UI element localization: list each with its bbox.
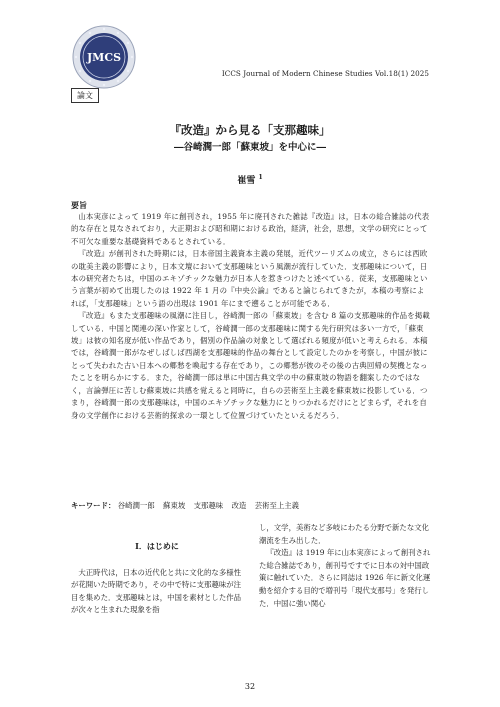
paper-title: 『改造』から見る「支那趣味」: [169, 123, 331, 137]
section-heading: Ⅰ．はじめに: [135, 541, 179, 551]
abstract-heading: 要旨: [71, 200, 87, 210]
keyword: 芸術至上主義: [254, 501, 300, 510]
author-line: [0, 172, 500, 187]
body-paragraph: 『改造』は 1919 年に山本実彦によって創刊された総合雑誌であり，創刊号ですでに日本の対中国政策に触れていた．さらに同誌は 1926 年に新文化運動を紹介する目的で増刊号「現代支那号」を発行した．中国に強い関心: [259, 548, 431, 608]
body-column-right: [259, 522, 431, 610]
abstract-paragraph: 山本実彦によって 1919 年に創刊され，1955 年に廃刊された雑誌『改造』は，日本の総合雑誌の代表的な存在と見なされており，大正期および昭和期における政治，経済，社会，思想，文学の研究にとって不可欠な重要な基礎資料であるとされている．: [71, 212, 430, 246]
article-type-label: 論文: [71, 88, 99, 103]
keyword: 谷崎潤一郎: [117, 501, 155, 510]
keyword: 蘇東坡: [163, 501, 186, 510]
author-name: 崔雪: [237, 176, 256, 186]
journal-header: ICCS Journal of Modern Chinese Studies Vol.18(1) 2025: [221, 69, 429, 78]
body-column-left: [71, 540, 243, 617]
keywords-line: [71, 500, 431, 511]
abstract-paragraph: 『改造』が創刊された時期には，日本帝国主義資本主義の発展，近代ツーリズムの成立，さらには西欧の耽美主義の影響により，日本文壇において支那趣味という風潮が流行していた．支那趣味について，日本の研究者たちは，中国のエキゾチックな魅力が日本人を惹きつけたと述べている．従来，支那趣味という言葉が初めて出現したのは 1922 年 1 月の『中央公論』であると論じられてきたが，本稿の考察によれば，「支那趣味」という語の出現は 1901 年にまで遡ることが可能である．: [71, 249, 428, 308]
keyword: 支那趣味: [193, 501, 224, 510]
paper-subtitle: ―谷崎潤一郎「蘇東坡」を中心に―: [173, 142, 326, 153]
abstract-body: [71, 211, 431, 422]
body-paragraph: し，文学，美術など多岐にわたる分野で新たな文化潮流を生み出した．: [259, 523, 429, 545]
body-paragraph: 大正時代は，日本の近代化と共に文化的な多様性が花開いた時期であり，その中で特に支那趣味が注目を集めた．支那趣味とは，中国を素材とした作品が次々と生まれた現象を指: [71, 567, 241, 615]
journal-seal-logo: [71, 24, 137, 90]
page-number: 32: [244, 682, 256, 691]
keywords-label: キーワード：: [71, 501, 116, 510]
keyword: 改造: [231, 501, 247, 510]
abstract-paragraph: 『改造』もまた支那趣味の風潮に注目し，谷崎潤一郎の「蘇東坡」を含む 8 篇の支那趣味的作品を掲載している．中国と関連の深い作家として，谷崎潤一郎の支那趣味に関する先行研究は多い一方で，「蘇東坡」は彼の知名度が低い作品であり，個別の作品論の対象として選ばれる頻度が低いと考えられる．本稿では，谷崎潤一郎がなぜしばしば西湖を支那趣味的作品の舞台として設定したのかを考察し，中国が彼にとって失われた古い日本への郷愁を喚起する存在であり，この郷愁が彼のその後の古典回帰の契機となったことを明らかにする．また，谷崎潤一郎は単に中国古典文学の中の蘇東坡の物語を翻案したのではなく，言論弾圧に苦しむ蘇東坡に共感を覚えると同時に，自らの芸術至上主義を蘇東坡に投影している．つまり，谷崎潤一郎の支那趣味は，中国のエキゾチックな魅力にとりつかれるだけにとどまらず，それを自身の文学創作における芸術的探求の一環として位置づけていたといえるだろう．: [71, 311, 430, 420]
logo-text: JMCS: [86, 51, 122, 64]
author-footnote-mark: 1: [258, 174, 263, 181]
